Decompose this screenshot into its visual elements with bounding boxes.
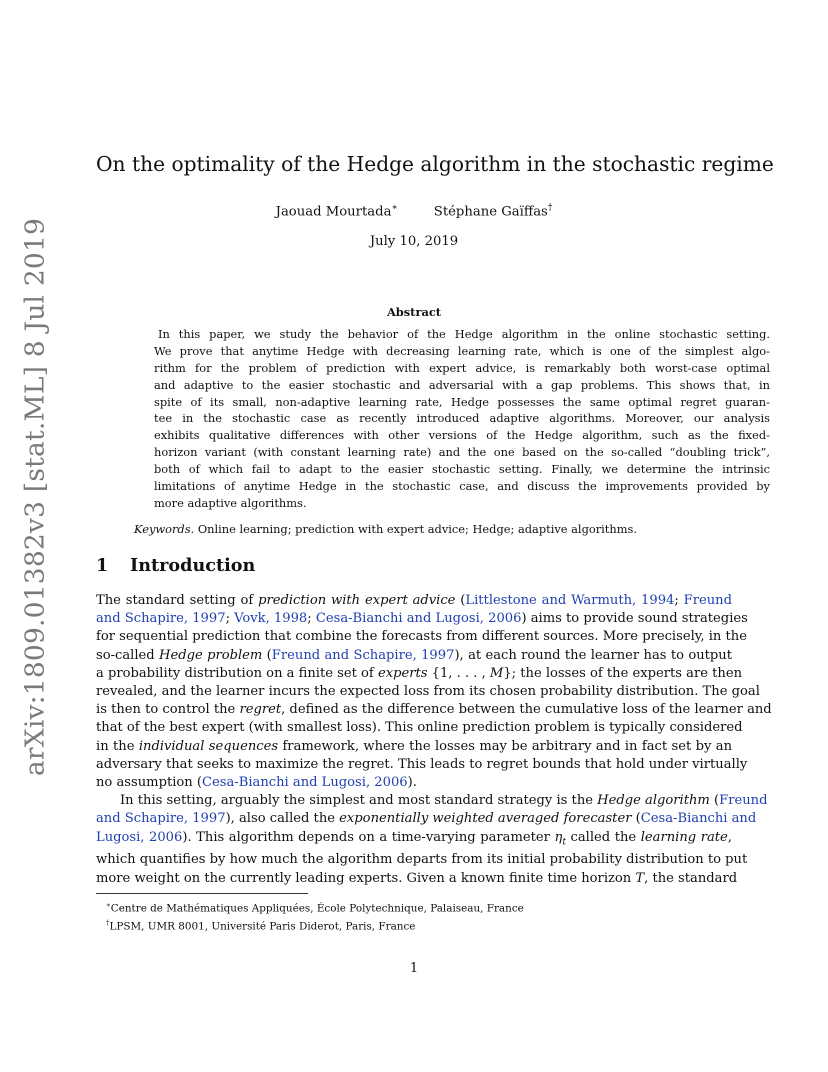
arxiv-identifier[interactable]: arXiv:1809.01382v3 [stat.ML] 8 Jul 2019 [19,217,51,777]
paper-title: On the optimality of the Hedge algorithm in the stochastic regime [96,152,774,176]
author: Stéphane Gaïffas† [433,203,553,220]
abstract-text [134,326,770,512]
footnote: †LPSM, UMR 8001, Université Paris Diderot, Paris, France [106,918,416,933]
abstract-line: rithm for the problem of prediction with expert advice, is remarkably both worst-case optimal [154,360,770,375]
abstract-line: limitations of anytime Hedge in the stochastic case, and discuss the improvements provided by [154,479,770,494]
citation-link[interactable]: and Schapire, 1997 [96,611,226,627]
citation-link[interactable]: Lugosi, 2006 [96,829,183,845]
abstract-line: spite of its small, non-adaptive learning rate, Hedge possesses the same optimal regret guaran- [154,394,770,409]
section-title: Introduction [130,555,256,576]
citation-link[interactable]: Cesa-Bianchi and [640,811,757,827]
text-line: so-called Hedge problem (Freund and Schapire, 1997), at each round the learner has to output [96,647,732,663]
section-heading [96,555,255,576]
abstract-line: horizon variant (with constant learning rate) and the one based on the so-called “doubling trick”, [154,445,770,460]
citation-link[interactable]: Littlestone and Warmuth, 1994 [465,593,675,608]
footnote-mark[interactable]: † [547,203,553,213]
citation-link[interactable]: Vovk, 1998 [234,611,308,627]
math-symbol: η [554,829,563,845]
abstract-line: more adaptive algorithms. [154,495,307,510]
text-line: which quantifies by how much the algorithm departs from its initial probability distribution to put [96,852,748,868]
footnote-divider [96,893,308,894]
abstract-heading: Abstract [386,305,442,319]
body-text [96,592,772,888]
citation-link[interactable]: Cesa-Bianchi and Lugosi, 2006 [315,611,522,627]
keywords-text: Online learning; prediction with expert advice; Hedge; adaptive algorithms. [194,521,637,536]
text-line: The standard setting of prediction with expert advice (Littlestone and Warmuth, 1994; Freund [96,593,732,608]
paragraph [96,592,772,792]
text-line: for sequential prediction that combine the forecasts from different sources. More precisely, in the [96,629,747,645]
citation-link[interactable]: and Schapire, 1997 [96,811,226,827]
arxiv-sidebar [6,217,64,777]
text-line: and Schapire, 1997; Vovk, 1998; Cesa-Bianchi and Lugosi, 2006) aims to provide sound strategies [96,611,748,627]
abstract-line: exhibits qualitative differences with other versions of the Hedge algorithm, such as the fixed- [154,428,770,443]
keywords-label: Keywords. [134,521,195,536]
text-line: adversary that seeks to maximize the regret. This leads to regret bounds that hold under virtually [96,756,748,772]
text-line: Lugosi, 2006). This algorithm depends on a time-varying parameter $\eta_t$ called the learning rate, [96,829,732,848]
citation-link[interactable]: Freund [683,593,732,608]
author: Jaouad Mourtada∗ [275,203,398,220]
abstract-line: and adaptive to the easier stochastic and adversarial with a gap problems. This shows that, in [154,377,770,392]
citation-link[interactable]: Freund [719,793,768,809]
paper-date: July 10, 2019 [369,234,459,249]
math-subscript: t [562,837,566,848]
abstract-line: We prove that anytime Hedge with decreasing learning rate, which is one of the simplest algo- [154,343,770,358]
footnotes [96,898,732,934]
text-line: a probability distribution on a finite set of experts {1, . . . , M}; the losses of the experts are then [96,665,743,681]
citation-link[interactable]: Freund and Schapire, 1997 [271,647,455,663]
text-line: In this setting, arguably the simplest and most standard strategy is the Hedge algorithm (Freund [120,793,768,809]
paragraph [96,792,768,888]
footnote: ∗Centre de Mathématiques Appliquées, École Polytechnique, Palaiseau, France [106,901,524,915]
page-number: 1 [409,961,419,976]
abstract-line: both of which fail to adapt to the easier stochastic setting. Finally, we determine the intrinsic [154,462,770,477]
abstract [134,304,770,538]
text-line: more weight on the currently leading experts. Given a known finite time horizon T, the standard [96,870,738,886]
author-list [96,198,732,222]
text-line: that of the best expert (with smallest loss). This online prediction problem is typically considered [96,720,743,736]
abstract-line: tee in the stochastic case as recently introduced adaptive algorithms. Moreover, our analysis [154,411,770,426]
text-line: revealed, and the learner incurs the expected loss from its chosen probability distribution. The goal [96,684,760,700]
citation-link[interactable]: Cesa-Bianchi and Lugosi, 2006 [202,775,408,791]
text-line: and Schapire, 1997), also called the exponentially weighted averaged forecaster (Cesa-Bianchi and [96,811,757,827]
section-number: 1 [96,555,109,576]
math-symbol: T [635,870,645,886]
text-line: no assumption (Cesa-Bianchi and Lugosi, 2006). [96,775,417,791]
text-line: in the individual sequences framework, where the losses may be arbitrary and in fact set by an [96,738,733,754]
footnote-mark[interactable]: ∗ [391,203,398,213]
abstract-line: In this paper, we study the behavior of the Hedge algorithm in the online stochastic setting. [158,326,770,341]
text-line: is then to control the regret, defined as the difference between the cumulative loss of the learner and [96,702,772,718]
keywords [134,521,694,538]
